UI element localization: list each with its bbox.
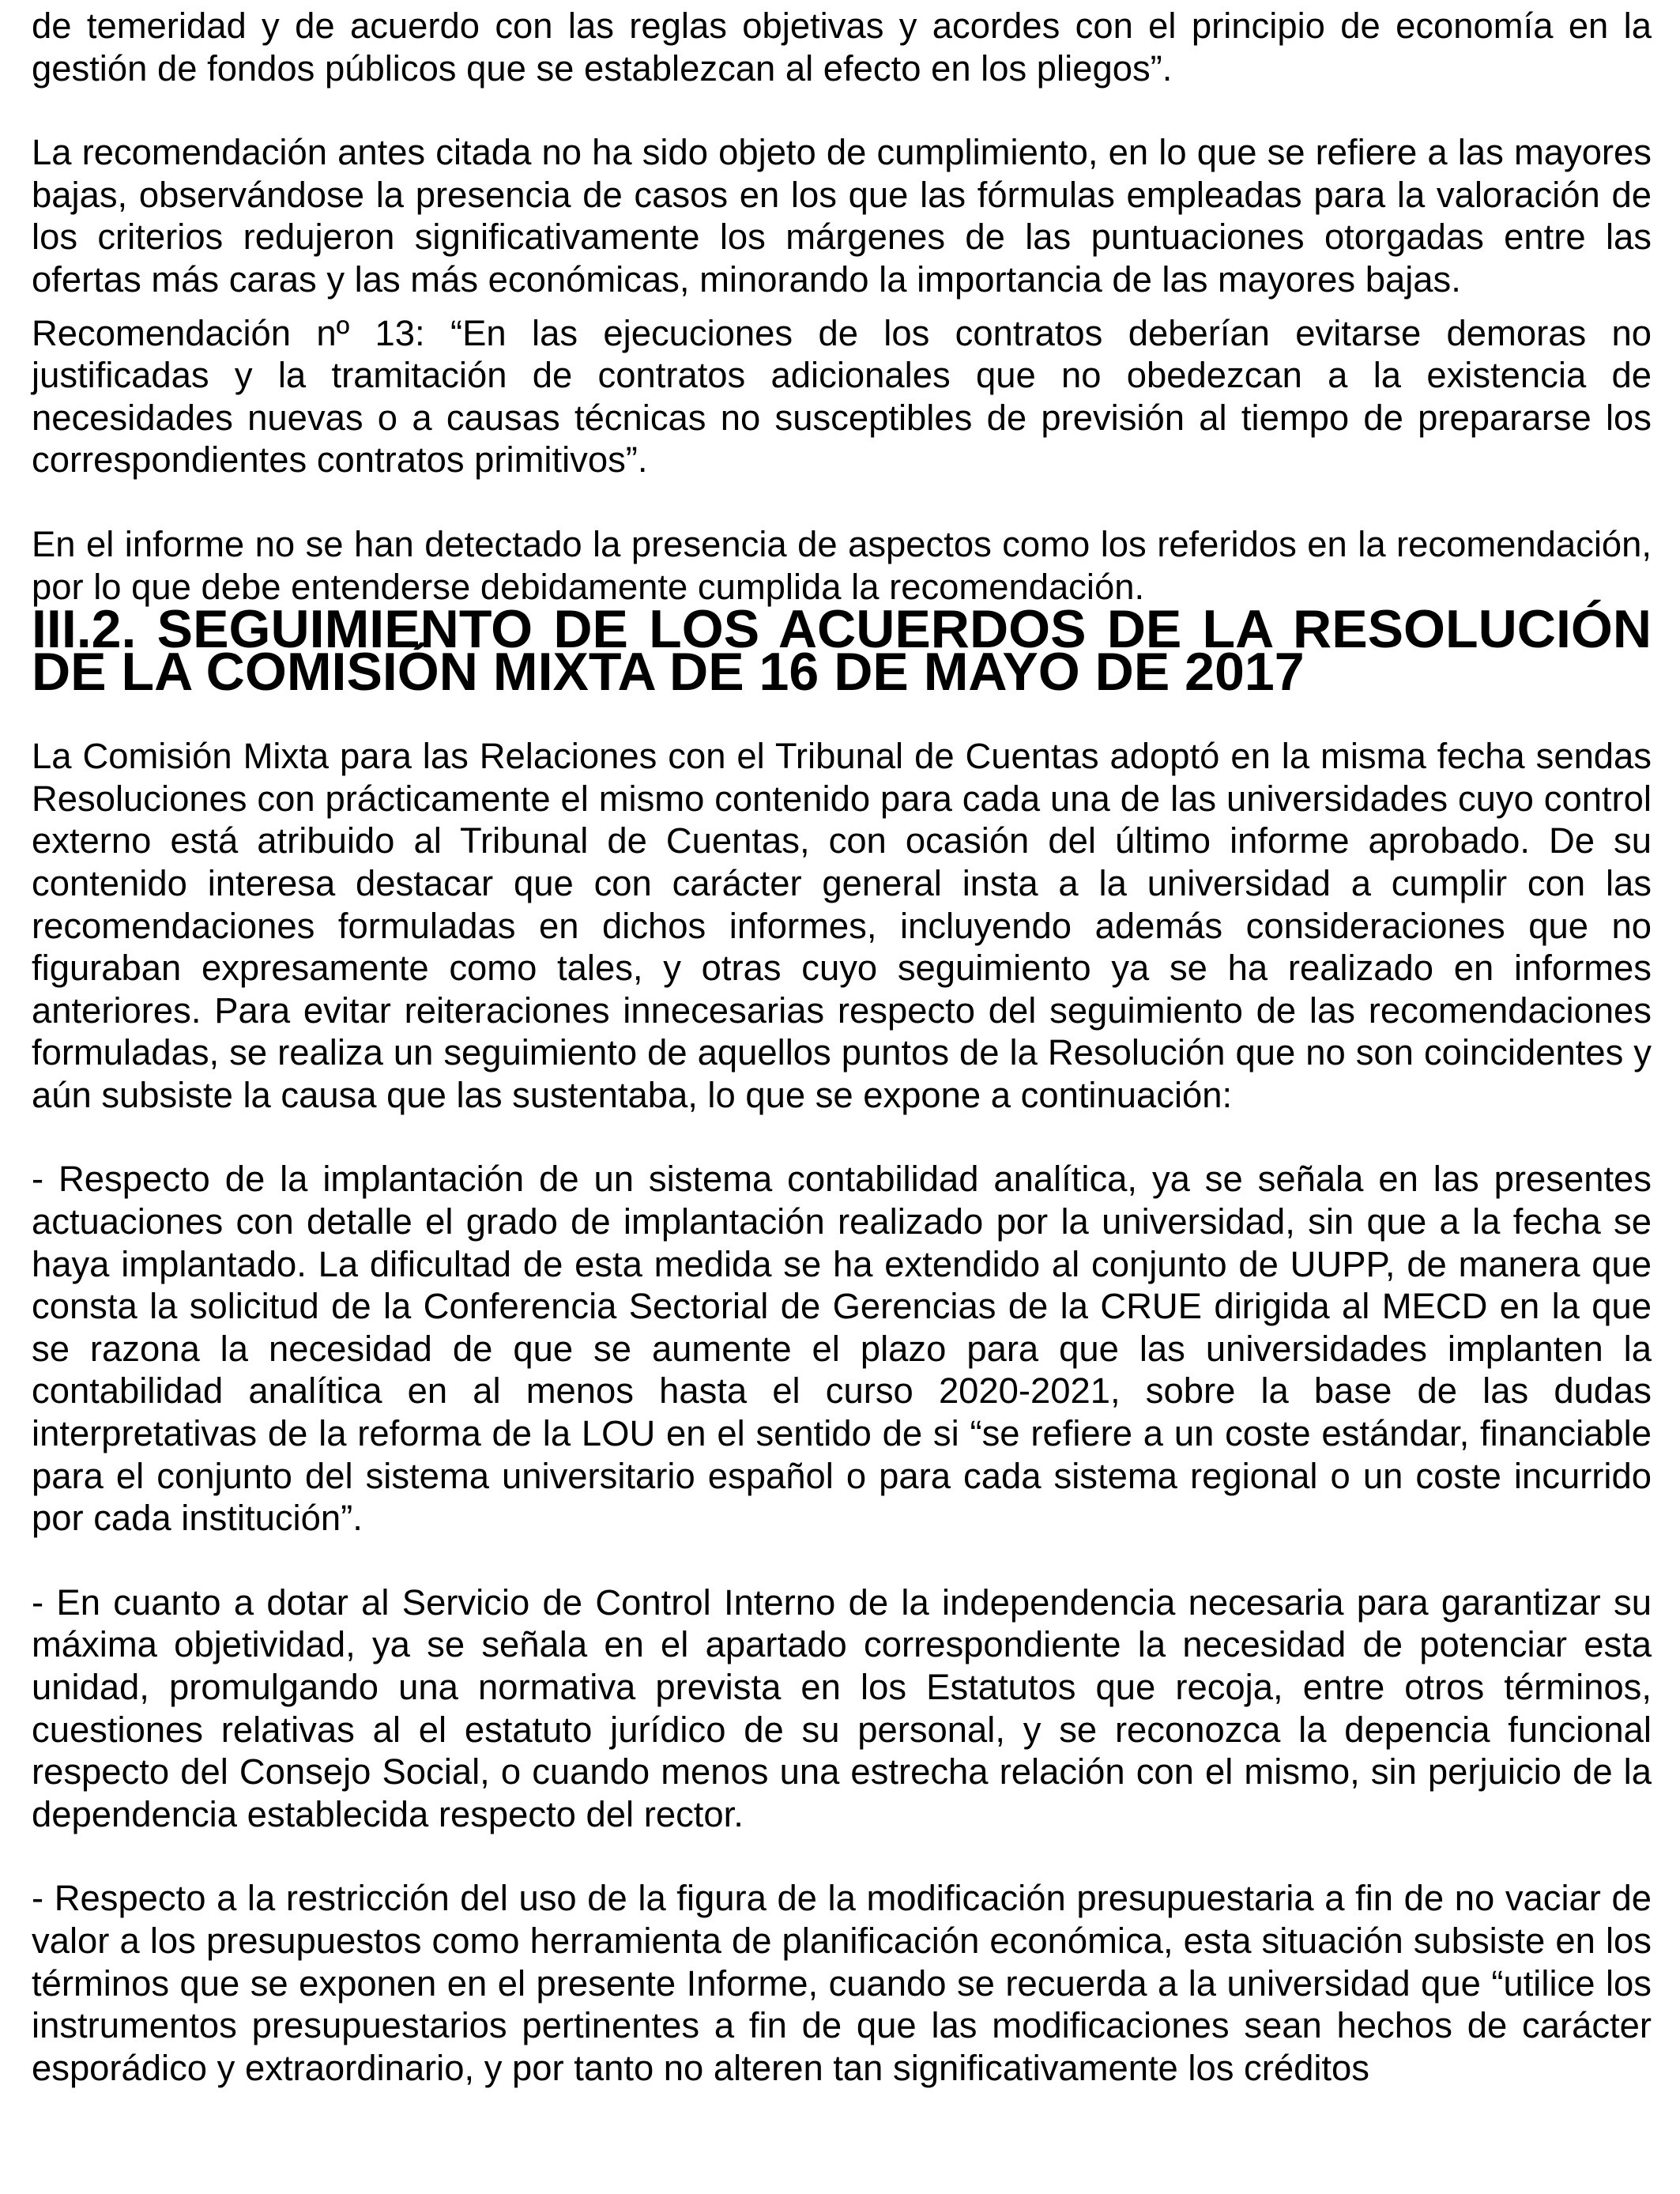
- section-heading: III.2. SEGUIMIENTO DE LOS ACUERDOS DE LA RESOLUCIÓN DE LA COMISIÓN MIXTA DE 16 DE MAYO DE 2017: [32, 599, 1652, 703]
- paragraph-recommendation-not-fulfilled: La recomendación antes citada no ha sido objeto de cumplimiento, en lo que se refiere a las mayores bajas, observándose la presencia de casos en los que las fórmulas empleadas para la valoración de los criterios redujeron significativamente los márgenes de las puntuaciones otorgadas entre las ofertas más caras y las más económicas, minorando la importancia de las mayores bajas.: [32, 132, 1652, 300]
- paragraph-temeridad-continuation: de temeridad y de acuerdo con las reglas objetivas y acordes con el principio de economía en la gestión de fondos públicos que se establezcan al efecto en los pliegos”.: [32, 6, 1652, 89]
- paragraph-recommendation-fulfilled: En el informe no se han detectado la presencia de aspectos como los referidos en la recomendación, por lo que debe entenderse debidamente cumplida la recomendación.: [32, 523, 1652, 607]
- paragraph-recommendation-13: Recomendación nº 13: “En las ejecuciones de los contratos deberían evitarse demoras no justificadas y la tramitación de contratos adicionales que no obedezcan a la existencia de necesidades nuevas o a causas técnicas no susceptibles de previsión al tiempo de prepararse los correspondientes contratos primitivos”.: [32, 312, 1652, 481]
- paragraph-control-interno: - En cuanto a dotar al Servicio de Control Interno de la independencia necesaria para garantizar su máxima objetividad, ya se señala en el apartado correspondiente la necesidad de potenciar esta unidad, promulgando una normativa prevista en los Estatutos que recoja, entre otros términos, cuestiones relativas al el estatuto jurídico de su personal, y se reconozca la depencia funcional respecto del Consejo Social, o cuando menos una estrecha relación con el mismo, sin perjuicio de la dependencia establecida respecto del rector.: [32, 1581, 1652, 1834]
- paragraph-contabilidad-analitica: - Respecto de la implantación de un sistema contabilidad analítica, ya se señala en las presentes actuaciones con detalle el grado de implantación realizado por la universidad, sin que a la fecha se haya implantado. La dificultad de esta medida se ha extendido al conjunto de UUPP, de manera que consta la solicitud de la Conferencia Sectorial de Gerencias de la CRUE dirigida al MECD en la que se razona la necesidad de que se aumente el plazo para que las universidades implanten la contabilidad analítica en al menos hasta el curso 2020-2021, sobre la base de las dudas interpretativas de la reforma de la LOU en el sentido de si “se refiere a un coste estándar, financiable para el conjunto del sistema universitario español o para cada sistema regional o un coste incurrido por cada institución”.: [32, 1159, 1652, 1539]
- paragraph-modificacion-presupuestaria: - Respecto a la restricción del uso de la figura de la modificación presupuestaria a fin de no vaciar de valor a los presupuestos como herramienta de planificación económica, esta situación subsiste en los términos que se exponen en el presente Informe, cuando se recuerda a la universidad que “utilice los instrumentos presupuestarios pertinentes a fin de que las modificaciones sean hechos de carácter esporádico y extraordinario, y por tanto no alteren tan significativamente los créditos: [32, 1878, 1652, 2088]
- paragraph-comision-mixta: La Comisión Mixta para las Relaciones con el Tribunal de Cuentas adoptó en la misma fecha sendas Resoluciones con prácticamente el mismo contenido para cada una de las universidades cuyo control externo está atribuido al Tribunal de Cuentas, con ocasión del último informe aprobado. De su contenido interesa destacar que con carácter general insta a la universidad a cumplir con las recomendaciones formuladas en dichos informes, incluyendo además consideraciones que no figuraban expresamente como tales, y otras cuyo seguimiento ya se ha realizado en informes anteriores. Para evitar reiteraciones innecesarias respecto del seguimiento de las recomendaciones formuladas, se realiza un seguimiento de aquellos puntos de la Resolución que no son coincidentes y aún subsiste la causa que las sustentaba, lo que se expone a continuación:: [32, 736, 1652, 1115]
- document-page: [32, 5, 1652, 2089]
